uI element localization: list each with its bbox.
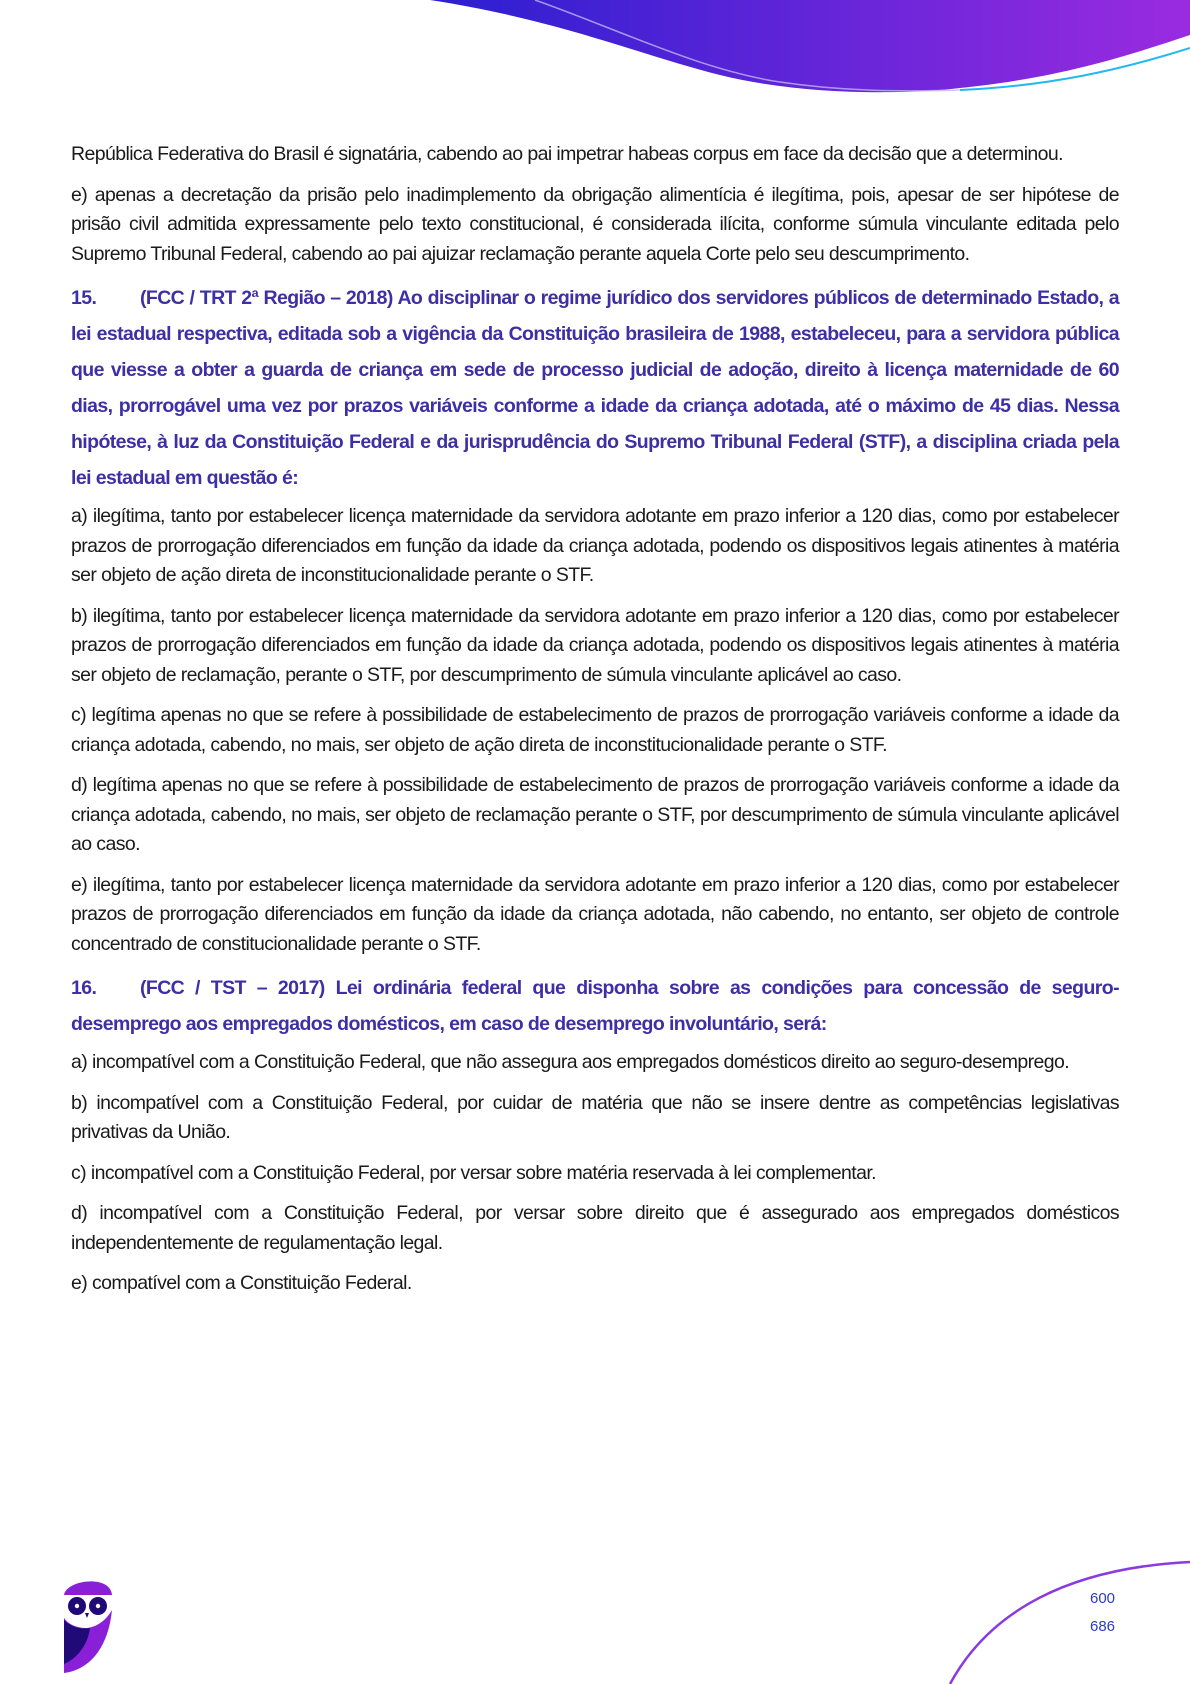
- owl-logo-icon: [64, 1581, 112, 1673]
- question-16-option-d: d) incompatível com a Constituição Federal, por versar sobre direito que é assegurado aos empregados domésticos independentemente de regulamentação legal.: [71, 1202, 1119, 1254]
- question-statement: (FCC / TST – 2017) Lei ordinária federal que disponha sobre as condições para concessão de seguro-desemprego aos empregados domésticos, em caso de desemprego involuntário, será:: [71, 977, 1119, 1035]
- question-number: 15.: [71, 287, 97, 309]
- page-total: 686: [1090, 1618, 1116, 1635]
- footer-decoration: [0, 1540, 1190, 1684]
- continuation-option-e: e) apenas a decretação da prisão pelo inadimplemento da obrigação alimentícia é ilegítima, pois, apesar de ser hipótese de prisão civil admitida expressamente pelo texto constitucional, é considerada ilícita, conforme súmula vinculante editada pelo Supremo Tribunal Federal, cabendo ao pai ajuizar reclamação perante aquela Corte pelo seu descumprimento.: [71, 183, 1119, 265]
- question-15-option-d: d) legítima apenas no que se refere à possibilidade de estabelecimento de prazos de prorrogação variáveis conforme a idade da criança adotada, cabendo, no mais, ser objeto de reclamação perante o STF, por descumprimento de súmula vinculante aplicável ao caso.: [71, 774, 1119, 855]
- header-wave-decoration: [0, 0, 1190, 110]
- question-16-option-b: b) incompatível com a Constituição Federal, por cuidar de matéria que não se insere dentre as competências legislativas privativas da União.: [71, 1091, 1119, 1143]
- question-16: [71, 970, 1119, 1042]
- document-body: [71, 140, 1119, 1310]
- page-current: 600: [1090, 1590, 1116, 1607]
- question-15-option-a: a) ilegítima, tanto por estabelecer licença maternidade da servidora adotante em prazo inferior a 120 dias, como por estabelecer prazos de prorrogação diferenciados em função da idade da criança adotada, podendo os dispositivos legais atinentes à matéria ser objeto de ação direta de inconstitucionalidade perante o STF.: [71, 505, 1119, 586]
- question-number: 16.: [71, 977, 97, 999]
- question-16-option-c: c) incompatível com a Constituição Federal, por versar sobre matéria reservada à lei complementar.: [71, 1161, 876, 1184]
- continuation-text: República Federativa do Brasil é signatária, cabendo ao pai impetrar habeas corpus em face da decisão que a determinou.: [71, 143, 1063, 165]
- question-16-option-e: e) compatível com a Constituição Federal.: [71, 1272, 412, 1294]
- question-15: [71, 280, 1119, 496]
- question-15-option-c: c) legítima apenas no que se refere à possibilidade de estabelecimento de prazos de prorrogação variáveis conforme a idade da criança adotada, cabendo, no mais, ser objeto de ação direta de inconstitucionalidade perante o STF.: [71, 704, 1119, 756]
- question-15-option-b: b) ilegítima, tanto por estabelecer licença maternidade da servidora adotante em prazo inferior a 120 dias, como por estabelecer prazos de prorrogação diferenciados em função da idade da criança adotada, podendo os dispositivos legais atinentes à matéria ser objeto de reclamação, perante o STF, por descumprimento de súmula vinculante aplicável ao caso.: [71, 604, 1119, 686]
- question-16-option-a: a) incompatível com a Constituição Federal, que não assegura aos empregados domésticos direito ao seguro-desemprego.: [71, 1051, 1070, 1073]
- question-statement: (FCC / TRT 2ª Região – 2018) Ao disciplinar o regime jurídico dos servidores públicos de determinado Estado, a lei estadual respectiva, editada sob a vigência da Constituição brasileira de 1988, estabeleceu, para a servidora pública que viesse a obter a guarda de criança em sede de processo judicial de adoção, direito à licença maternidade de 60 dias, prorrogável uma vez por prazos variáveis conforme a idade da criança adotada, até o máximo de 45 dias. Nessa hipótese, à luz da Constituição Federal e da jurisprudência do Supremo Tribunal Federal (STF), a disciplina criada pela lei estadual em questão é:: [71, 287, 1119, 489]
- page-numbers: [1090, 1585, 1130, 1641]
- question-15-option-e: e) ilegítima, tanto por estabelecer licença maternidade da servidora adotante em prazo inferior a 120 dias, como por estabelecer prazos de prorrogação diferenciados em função da idade da criança adotada, não cabendo, no entanto, ser objeto de controle concentrado de constitucionalidade perante o STF.: [71, 873, 1119, 955]
